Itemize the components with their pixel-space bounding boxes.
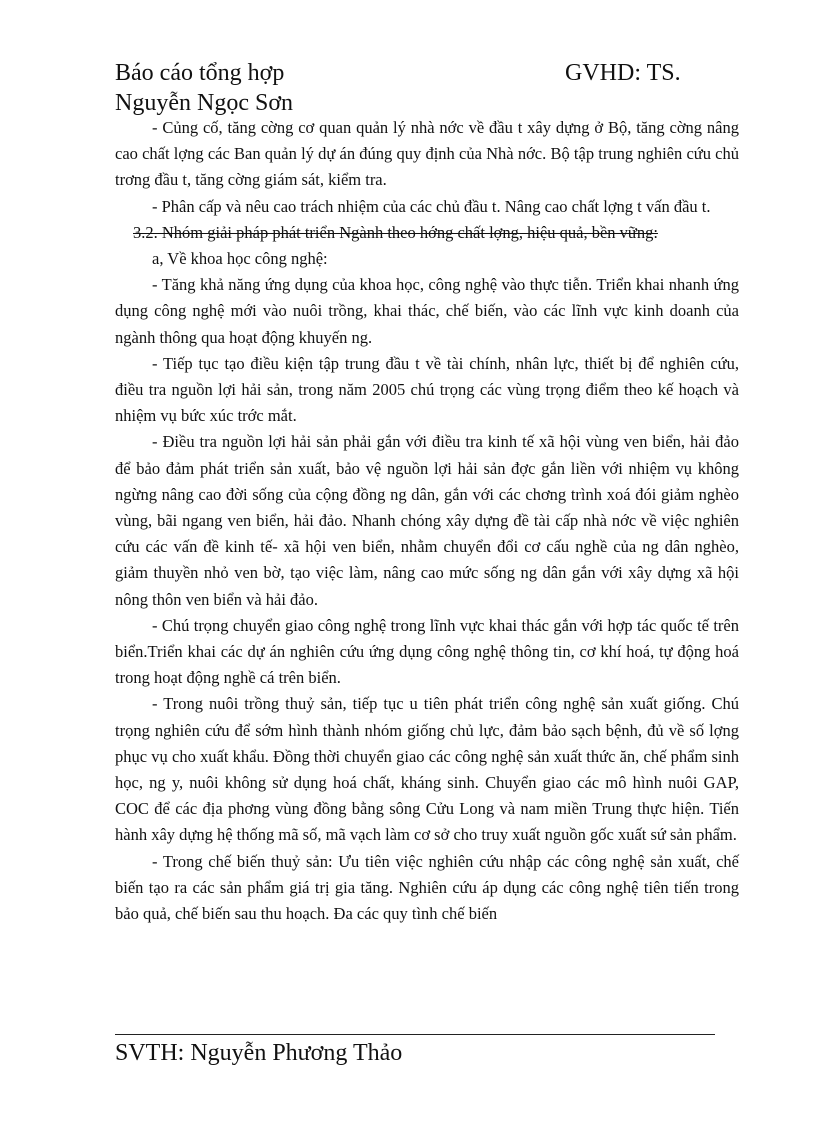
- paragraph-management: - Củng cố, tăng cờng cơ quan quản lý nhà nớc về đầu t xây dựng ở Bộ, tăng cờng nâng cao chất lợng các Ban quản lý dự án đúng quy định của Nhà nớc. Bộ tập trung nghiên cứu chủ trơng đầu t, tăng cờng giám sát, kiểm tra.: [115, 118, 739, 190]
- header-supervisor: GVHD: TS.: [565, 60, 681, 86]
- page-header: [115, 58, 735, 118]
- paragraph-application: - Tăng khả năng ứng dụng của khoa học, công nghệ vào thực tiễn. Triển khai nhanh ứng dụng công nghệ mới vào nuôi trồng, khai thác, chế biến, vào các lĩnh vực kinh doanh của ngành thông qua hoạt động khuyến ng.: [115, 275, 739, 347]
- paragraph-decentralization: - Phân cấp và nêu cao trách nhiệm của các chủ đầu t. Nâng cao chất lợng t vấn đầu t.: [152, 196, 711, 216]
- header-report-title: Báo cáo tổng hợp: [115, 60, 285, 86]
- page-footer: SVTH: Nguyễn Phương Thảo: [115, 1040, 403, 1066]
- document-body: [115, 115, 739, 927]
- paragraph-processing: - Trong chế biến thuỷ sản: Ưu tiên việc nghiên cứu nhập các công nghệ sản xuất, chế biến tạo ra các sản phẩm giá trị gia tăng. Nghiên cứu áp dụng các công nghệ tiên tiến trong bảo quả, chế biến sau thu hoạch. Đa các quy tình chế biến: [115, 851, 739, 924]
- paragraph-technology-transfer: - Chú trọng chuyển giao công nghệ trong lĩnh vực khai thác gắn với hợp tác quốc tế trên biển.Triển khai các dự án nghiên cứu ứng dụng công nghệ thông tin, cơ khí hoá, tự động hoá trong hoạt động nghề cá trên biển.: [115, 615, 739, 688]
- section-heading: 3.2. Nhóm giải pháp phát triển Ngành theo hớng chất lợng, hiệu quả, bền vững:: [133, 222, 658, 242]
- subheading-science: a, Về khoa học công nghệ:: [152, 249, 328, 269]
- paragraph-investment: - Tiếp tục tạo điều kiện tập trung đầu t về tài chính, nhân lực, thiết bị để nghiên cứu, điều tra nguồn lợi hải sản, trong năm 2005 chú trọng các vùng trọng điểm theo kế hoạch và nhiệm vụ bức xúc trớc mắt.: [115, 353, 739, 426]
- paragraph-aquaculture: - Trong nuôi trồng thuỷ sản, tiếp tục u tiên phát triển công nghệ sản xuất giống. Chú trọng nghiên cứu để sớm hình thành nhóm giống chủ lực, đảm bảo sạch bệnh, đủ về số lợng phục vụ cho xuất khẩu. Đồng thời chuyển giao các công nghệ sản xuất thức ăn, chế phẩm sinh học, ng y, nuôi không sử dụng hoá chất, kháng sinh. Chuyển giao các mô hình nuôi GAP, COC để các địa phơng vùng đồng bằng sông Cửu Long và nam miền Trung thực hiện. Tiến hành xây dựng hệ thống mã số, mã vạch làm cơ sở cho truy xuất nguồn gốc xuất sứ sản phẩm.: [115, 694, 739, 845]
- paragraph-survey: - Điều tra nguồn lợi hải sản phải gắn với điều tra kinh tế xã hội vùng ven biển, hải đảo để bảo đảm phát triển sản xuất, bảo vệ nguồn lợi hải sản đợc gắn liền với nhiệm vụ không ngừng nâng cao đời sống của cộng đồng ng dân, gắn với các chơng trình xoá đói giảm nghèo vùng, bãi ngang ven biển, hải đảo. Nhanh chóng xây dựng đề tài cấp nhà nớc về việc nghiên cứu các vấn đề kinh tế- xã hội ven biển, nhằm chuyển đổi cơ cấu nghề của ng dân nghèo, giảm thuyền nhỏ ven bờ, tạo việc làm, nâng cao mức sống ng dân gắn với xây dựng xã hội nông thôn ven biển và hải đảo.: [115, 432, 739, 609]
- header-supervisor-name: Nguyễn Ngọc Sơn: [115, 90, 294, 116]
- footer-divider: [115, 1034, 715, 1035]
